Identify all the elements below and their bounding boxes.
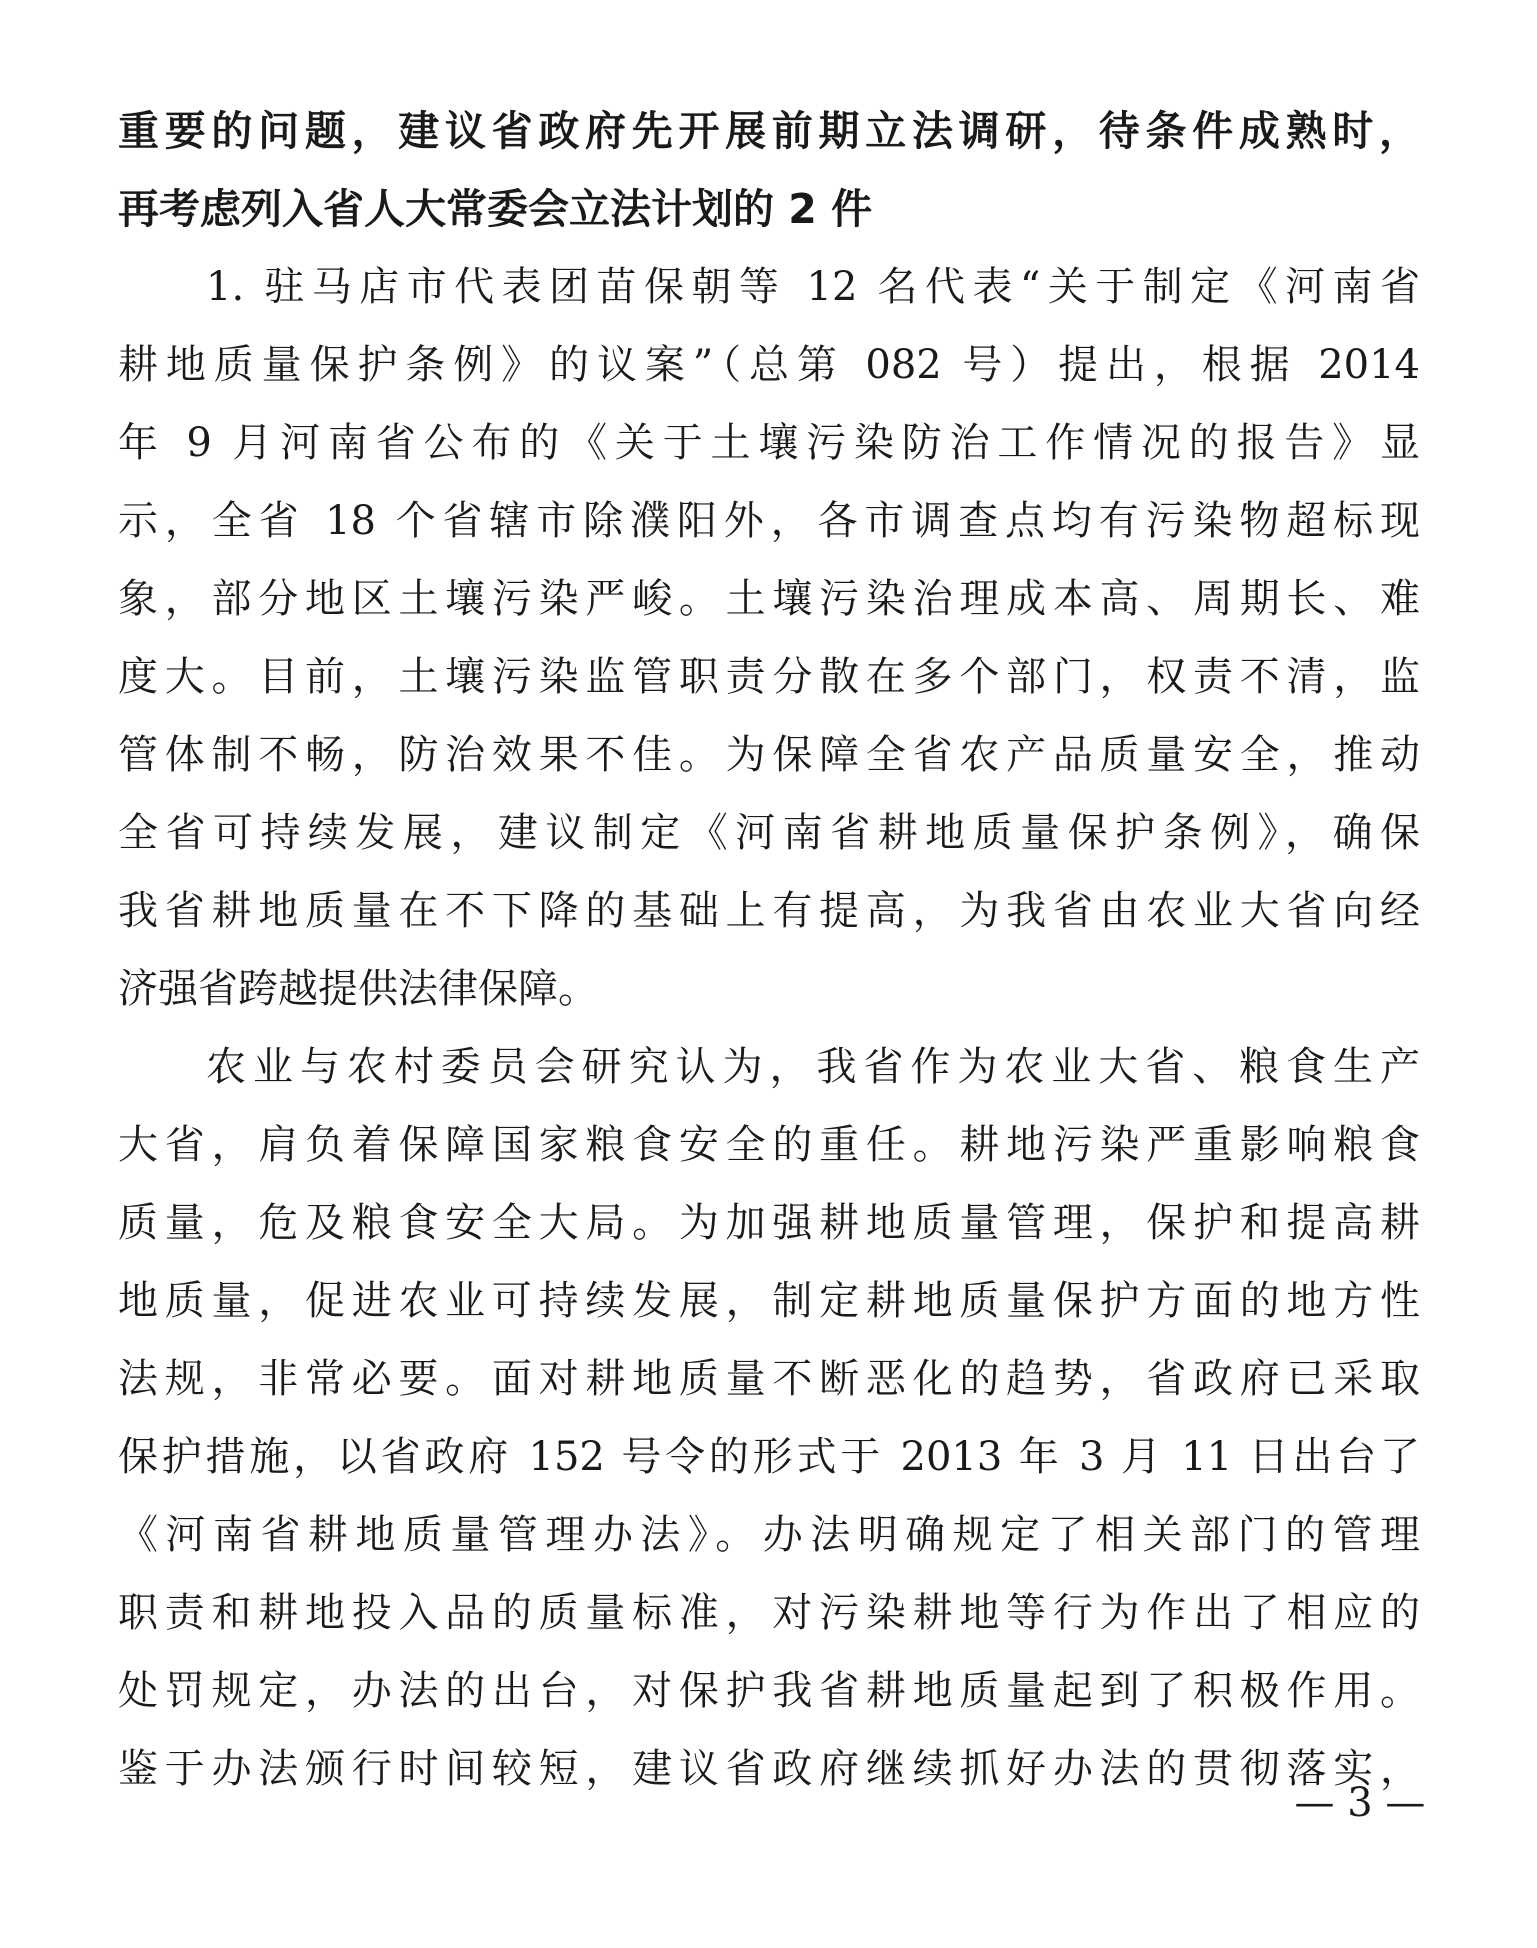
paragraph-line: 法规，非常必要。面对耕地质量不断恶化的趋势，省政府已采取	[118, 1356, 1420, 1402]
page-number: — 3 —	[1294, 1780, 1426, 1826]
paragraph-line: 管体制不畅，防治效果不佳。为保障全省农产品质量安全，推动	[118, 732, 1420, 778]
paragraph-line: 年 9 月河南省公布的《关于土壤污染防治工作情况的报告》显	[118, 420, 1420, 466]
paragraph-motion-summary	[118, 248, 1420, 1028]
paragraph-line: 1. 驻马店市代表团苗保朝等 12 名代表“关于制定《河南省	[206, 264, 1420, 310]
paragraph-line: 处罚规定，办法的出台，对保护我省耕地质量起到了积极作用。	[118, 1668, 1420, 1714]
paragraph-line: 质量，危及粮食安全大局。为加强耕地质量管理，保护和提高耕	[118, 1200, 1420, 1246]
paragraph-line: 农业与农村委员会研究认为，我省作为农业大省、粮食生产	[206, 1044, 1420, 1090]
paragraph-line: 《河南省耕地质量管理办法》。办法明确规定了相关部门的管理	[118, 1512, 1420, 1558]
paragraph-line: 职责和耕地投入品的质量标准，对污染耕地等行为作出了相应的	[118, 1590, 1420, 1636]
paragraph-line: 地质量，促进农业可持续发展，制定耕地质量保护方面的地方性	[118, 1278, 1420, 1324]
paragraph-line: 象，部分地区土壤污染严峻。土壤污染治理成本高、周期长、难	[118, 576, 1420, 622]
paragraph-line: 示，全省 18 个省辖市除濮阳外，各市调查点均有污染物超标现	[118, 498, 1420, 544]
heading-line: 再考虑列入省人大常委会立法计划的 2 件	[118, 185, 873, 233]
paragraph-line: 大省，肩负着保障国家粮食安全的重任。耕地污染严重影响粮食	[118, 1122, 1420, 1168]
paragraph-line: 我省耕地质量在不下降的基础上有提高，为我省由农业大省向经	[118, 888, 1420, 934]
heading-line: 重要的问题，建议省政府先开展前期立法调研，待条件成熟时，	[118, 107, 1420, 155]
document-page	[118, 92, 1420, 1808]
section-heading	[118, 92, 1420, 248]
paragraph-line: 全省可持续发展，建议制定《河南省耕地质量保护条例》，确保	[118, 810, 1420, 856]
paragraph-line: 济强省跨越提供法律保障。	[118, 966, 598, 1012]
paragraph-line: 保护措施，以省政府 152 号令的形式于 2013 年 3 月 11 日出台了	[118, 1434, 1420, 1480]
paragraph-line: 鉴于办法颁行时间较短，建议省政府继续抓好办法的贯彻落实，	[118, 1746, 1420, 1792]
paragraph-line: 度大。目前，土壤污染监管职责分散在多个部门，权责不清，监	[118, 654, 1420, 700]
paragraph-committee-opinion	[118, 1028, 1420, 1808]
paragraph-line: 耕地质量保护条例》的议案”（总第 082 号）提出，根据 2014	[118, 342, 1420, 388]
